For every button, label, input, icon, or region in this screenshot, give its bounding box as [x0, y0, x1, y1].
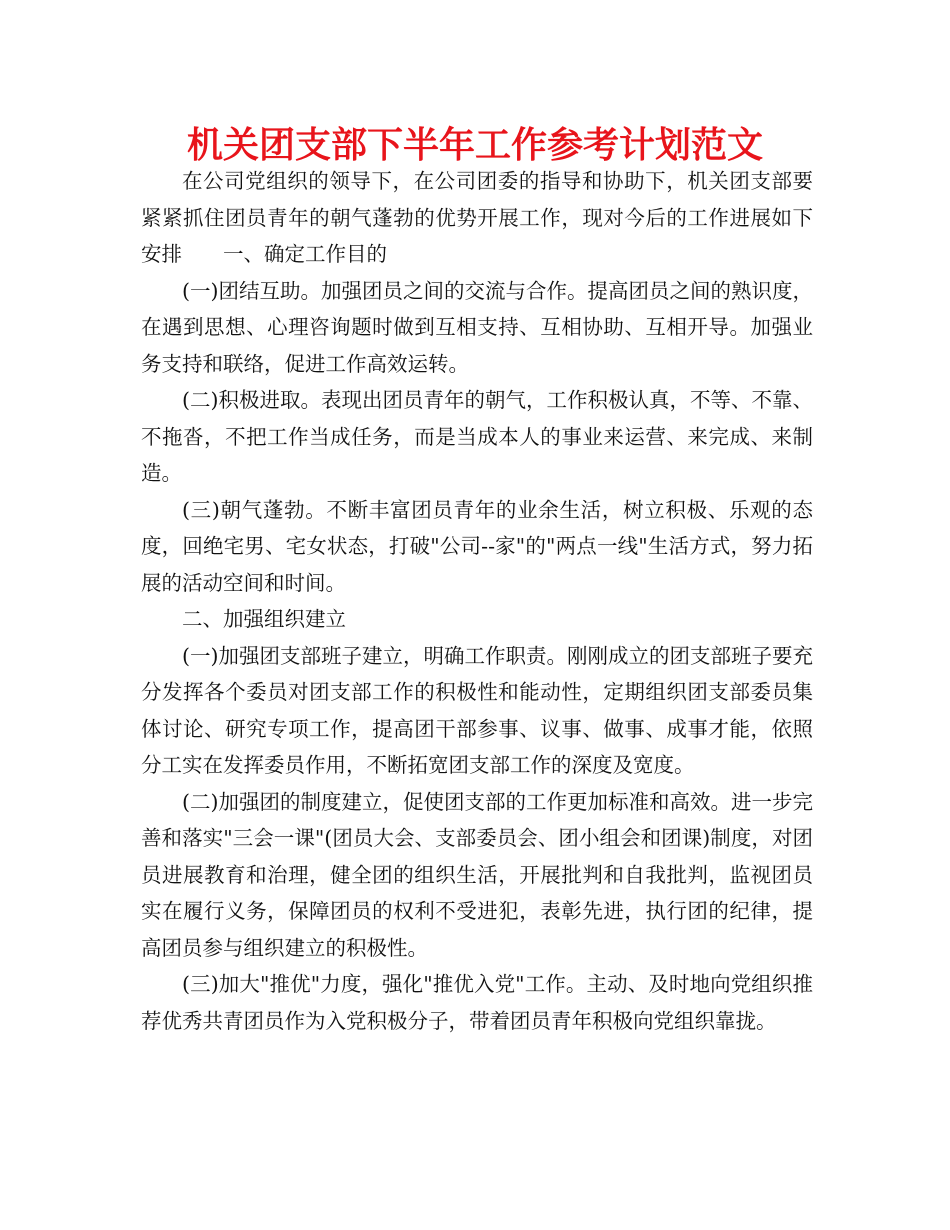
document-title: 机关团支部下半年工作参考计划范文	[186, 125, 763, 166]
document-body	[141, 163, 813, 1039]
paragraph-leadership: (一)加强团支部班子建立，明确工作职责。刚刚成立的团支部班子要充分发挥各个委员对团支部工作的积极性和能动性，定期组织团支部委员集体讨论、研究专项工作，提高团干部参事、议事、做事、成事才能，依照分工实在发挥委员作用，不断拓宽团支部工作的深度及宽度。	[141, 643, 813, 777]
paragraph-proactive: (二)积极进取。表现出团员青年的朝气，工作积极认真，不等、不靠、不拖沓，不把工作当成任务，而是当成本人的事业来运营、来完成、来制造。	[141, 388, 813, 485]
paragraph-vigor: (三)朝气蓬勃。不断丰富团员青年的业余生活，树立积极、乐观的态度，回绝宅男、宅女状态，打破"公司--家"的"两点一线"生活方式，努力拓展的活动空间和时间。	[141, 497, 813, 595]
paragraph-unity: (一)团结互助。加强团员之间的交流与合作。提高团员之间的熟识度，在遇到思想、心理咨询题时做到互相支持、互相协助、互相开导。加强业务支持和联络，促进工作高效运转。	[141, 278, 813, 376]
section-heading-organization: 二、加强组织建立	[182, 607, 346, 631]
paragraph-system: (二)加强团的制度建立，促使团支部的工作更加标准和高效。进一步完善和落实"三会一课"(团员大会、支部委员会、团小组会和团课)制度，对团员进展教育和治理，健全团的组织生活，开展批判和自我批判，监视团员实在履行义务，保障团员的权利不受进犯，表彰先进，执行团的纪律，提高团员参与组织建立的积极性。	[141, 789, 813, 960]
paragraph-recommend: (三)加大"推优"力度，强化"推优入党"工作。主动、及时地向党组织推荐优秀共青团员作为入党积极分子，带着团员青年积极向党组织靠拢。	[141, 972, 813, 1033]
paragraph-intro: 在公司党组织的领导下，在公司团委的指导和协助下，机关团支部要紧紧抓住团员青年的朝气蓬勃的优势开展工作，现对今后的工作进展如下安排 一、确定工作目的	[141, 169, 813, 266]
